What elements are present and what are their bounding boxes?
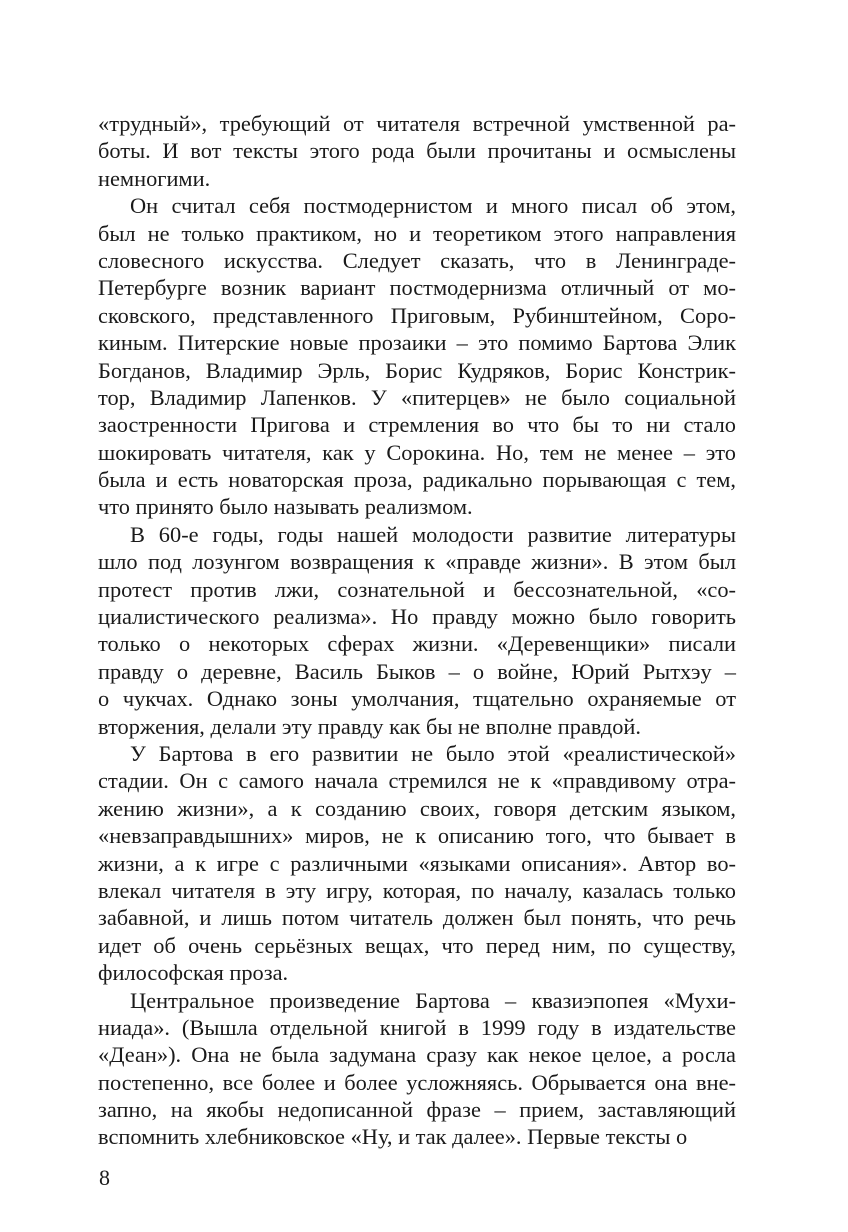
text-line: тор, Владимир Лапенков. У «питерцев» не было социальной — [98, 384, 736, 410]
text-line: киным. Питерские новые прозаики – это помимо Бартова Элик — [98, 330, 736, 356]
text-line: боты. И вот тексты этого рода были прочитаны и осмыслены — [98, 138, 736, 164]
text-line: постепенно, все более и более усложняясь. Обрывается она вне- — [98, 1069, 736, 1095]
text-line: словесного искусства. Следует сказать, что в Ленинграде- — [98, 247, 736, 273]
text-line: сковского, представленного Приговым, Рубинштейном, Соро- — [98, 302, 736, 328]
text-line: У Бартова в его развитии не было этой «реалистической» — [130, 740, 736, 766]
text-line: о чукчах. Однако зоны умолчания, тщательно охраняемые от — [98, 686, 736, 712]
text-line: только о некоторых сферах жизни. «Деревенщики» писали — [98, 631, 736, 657]
text-line: «Деан»). Она не была задумана сразу как некое целое, а росла — [98, 1042, 736, 1068]
text-line: «невзаправдышних» миров, не к описанию того, что бывает в — [98, 823, 736, 849]
page-body — [98, 110, 736, 1151]
text-line: жизни, а к игре с различными «языками описания». Автор во- — [98, 850, 736, 876]
text-line: стадии. Он с самого начала стремился не к «правдивому отра- — [98, 768, 736, 794]
text-line: заостренности Пригова и стремления во что бы то ни стало — [98, 412, 736, 438]
paragraph — [98, 192, 736, 521]
text-line: шло под лозунгом возвращения к «правде жизни». В этом был — [98, 549, 736, 575]
text-line: влекал читателя в эту игру, которая, по началу, казалась только — [98, 877, 736, 903]
text-line: философская проза. — [98, 960, 289, 986]
text-line: был не только практиком, но и теоретиком этого направления — [98, 220, 736, 246]
text-line: Петербурге возник вариант постмодернизма отличный от мо- — [98, 275, 736, 301]
paragraph — [98, 110, 736, 192]
text-line: Он считал себя постмодернистом и много писал об этом, — [130, 193, 736, 219]
text-line: запно, на якобы недописанной фразе – прием, заставляющий — [98, 1097, 736, 1123]
paragraph — [98, 987, 736, 1151]
text-line: Богданов, Владимир Эрль, Борис Кудряков, Борис Констрик- — [98, 357, 736, 383]
page-number: 8 — [99, 1165, 110, 1190]
text-line: что принято было называть реализмом. — [98, 494, 473, 520]
text-line: протест против лжи, сознательной и бессознательной, «со- — [98, 576, 736, 602]
text-line: В 60-е годы, годы нашей молодости развитие литературы — [130, 521, 736, 547]
text-line: была и есть новаторская проза, радикально порывающая с тем, — [98, 467, 736, 493]
text-line: правду о деревне, Василь Быков – о войне, Юрий Рытхэу – — [98, 658, 736, 684]
text-line: жению жизни», а к созданию своих, говоря детским языком, — [98, 795, 736, 821]
text-line: идет об очень серьёзных вещах, что перед ним, по существу, — [98, 932, 736, 958]
text-line: забавной, и лишь потом читатель должен был понять, что речь — [98, 905, 736, 931]
text-line: Центральное произведение Бартова – квазиэпопея «Мухи- — [130, 987, 736, 1013]
text-line: «трудный», требующий от читателя встречной умственной ра- — [98, 111, 736, 136]
text-line: ниада». (Вышла отдельной книгой в 1999 году в издательстве — [98, 1014, 736, 1040]
text-line: вторжения, делали эту правду как бы не вполне правдой. — [98, 713, 642, 739]
text-line: немногими. — [98, 165, 211, 191]
paragraph — [98, 740, 736, 987]
paragraph — [98, 521, 736, 740]
text-line: шокировать читателя, как у Сорокина. Но, тем не менее – это — [98, 439, 736, 465]
text-line: вспомнить хлебниковское «Ну, и так далее». Первые тексты о — [98, 1124, 688, 1150]
text-line: циалистического реализма». Но правду можно было говорить — [98, 604, 736, 630]
